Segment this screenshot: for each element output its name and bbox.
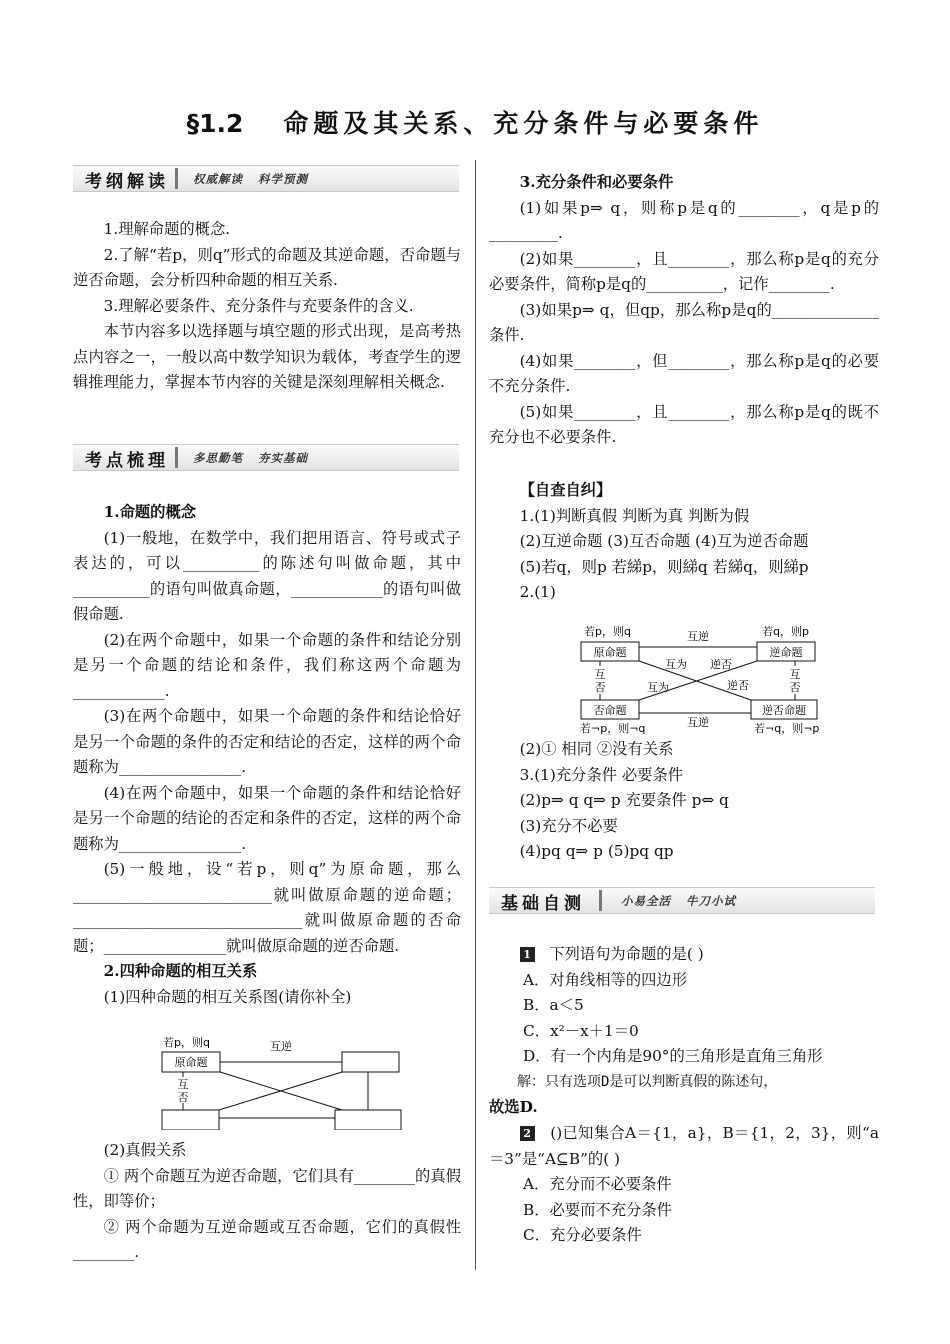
d2-diag-a-1: 互为	[665, 658, 687, 671]
zc-section-2: (2)① 相同 ②没有关系 3.(1)充分条件 必要条件 (2)p⇒ q q⇒ p 充要条件 p⇔ q (3)充分不必要 (4)pq q⇒ p (5)pq qp	[519, 740, 729, 860]
d2-br-box: 逆否命题	[762, 704, 806, 717]
diagram-left-edge-label-2: 否	[177, 1091, 189, 1104]
q1-number-badge: 1	[520, 947, 535, 962]
relation-diagram-blank	[155, 1030, 410, 1130]
q1-section	[489, 942, 879, 1121]
page-title: §1.2 命题及其关系、充分条件与必要条件	[186, 109, 764, 138]
cf-section: 3.充分条件和必要条件 (1)如果p⇒ q，则称p是q的________，q是p的_________. (2)如果________，且________，那么称p是q的充分必要条件，简称p是q的__________，记作________. (3)如果p⇒ q，但qp，那么称p是q的______________条件. (4)如果________，但________，那么称p是q的必要不充分条件. (5)如果________，且________，那么称p是q的既不充分也不必要条件.	[489, 173, 879, 446]
q1-answer: 故选D.	[489, 1098, 538, 1116]
q2-number-badge: 2	[520, 1126, 535, 1141]
kg-section: 1.理解命题的概念. 2.了解“若p，则q”形式的命题及其逆命题，否命题与逆否命题，会分析四种命题的相互关系. 3.理解必要条件、充分条件与充要条件的含义. 本节内容多以选择题与填空题的形式出现，是高考热点内容之一，一般以高中数学知识为载体，考查学生的逻辑推理能力，掌握本节内容的关键是深刻理解相关概念.	[73, 220, 461, 391]
q1-stem-line: 1 下列语句为命题的是( )	[489, 942, 879, 968]
d2-left-side-2: 否	[594, 681, 606, 694]
d2-diag-a-2: 互为	[647, 681, 669, 694]
d2-tr-label: 若q，则p	[762, 625, 809, 638]
section-bar-jczc: 基础自测 小易全活 牛刀小试	[489, 887, 875, 914]
relation-diagram-answer	[578, 620, 823, 738]
q1-solution: 解：只有选项D是可以判断真假的陈述句，	[517, 1073, 778, 1090]
zj-section: (2)真假关系 ① 两个命题互为逆否命题，它们具有________的真假性，即等价； ② 两个命题为互逆命题或互否命题，它们的真假性________.	[73, 1141, 461, 1261]
d2-right-side-1: 互	[789, 668, 801, 681]
diagram-box-br	[335, 1110, 401, 1130]
d2-tl-box: 原命题	[593, 646, 627, 659]
d2-tr-box: 逆命题	[769, 646, 803, 659]
q2-option-c: C．充分必要条件	[523, 1226, 642, 1244]
diagram-top-edge-label: 互逆	[270, 1040, 292, 1053]
column-divider	[475, 160, 476, 1270]
d2-tl-label: 若p，则q	[584, 625, 631, 638]
d2-top-edge: 互逆	[687, 630, 709, 643]
mt-section: 1.命题的概念 (1)一般地，在数学中，我们把用语言、符号或式子表达的，可以__________的陈述句叫做命题，其中__________的语句叫做真命题，____________的语句叫做假命题. (2)在两个命题中，如果一个命题的条件和结论分别是另一个命题的结论和条件，我们称这两个命题为____________. (3)在两个命题中，如果一个命题的条件和结论恰好是另一个命题的条件的否定和结论的否定，这样的两个命题称为________________. (4)在两个命题中，如果一个命题的条件和结论恰好是另一个命题的结论的否定和条件的否定，这样的两个命题称为________________. (5)一般地，设“若p，则q”为原命题，那么__________________________就叫做原命题的逆命题；______________________________就叫做原命题的否命题；________________就叫做原命题的逆否命题. 2.四种命题的相互关系 (1)四种命题的相互关系图(请你补全)	[73, 503, 461, 1006]
section-bar-kgjd: 考纲解读 权威解读 科学预测	[73, 165, 459, 192]
d2-diag-b-1: 逆否	[710, 658, 732, 671]
diagram-box-tr	[342, 1052, 399, 1072]
zc-section-1: 【自查自纠】 1.(1)判断真假 判断为真 判断为假 (2)互逆命题 (3)互否命题 (4)互为逆否命题 (5)若q，则p 若綈p，则綈q 若綈q，则綈p 2.(1)	[519, 481, 809, 601]
q1-option-d: D．有一个内角是90°的三角形是直角三角形	[523, 1047, 823, 1065]
q2-stem-line: 2 ()已知集合A＝{1，a}，B＝{1，2，3}，则“a＝3”是“A⊆B”的( )	[489, 1124, 879, 1168]
d2-br-label: 若¬q，则¬p	[754, 722, 820, 735]
q2-option-b: B．必要而不充分条件	[523, 1200, 672, 1219]
d2-diag-b-2: 逆否	[727, 679, 749, 692]
diagram-tl-box-label: 原命题	[174, 1056, 208, 1069]
d2-bl-box: 否命题	[593, 704, 627, 717]
q1-option-c: C．x²－x＋1＝0	[523, 1021, 639, 1040]
section-bar-kdsl: 考点梳理 多思勤笔 夯实基础	[73, 444, 459, 471]
q1-option-b: B．a＜5	[523, 996, 584, 1014]
q1-option-a: A．对角线相等的四边形	[523, 970, 688, 989]
diagram-left-edge-label-1: 互	[177, 1078, 189, 1091]
q2-option-a: A．充分而不必要条件	[523, 1175, 672, 1193]
q2-section	[489, 1121, 879, 1249]
d2-left-side-1: 互	[594, 668, 606, 681]
diagram-box-bl	[162, 1110, 219, 1130]
d2-right-side-2: 否	[789, 681, 801, 694]
diagram-tl-label: 若p，则q	[163, 1036, 210, 1049]
d2-bl-label: 若¬p，则¬q	[580, 722, 646, 735]
d2-bottom-edge: 互逆	[687, 716, 709, 729]
